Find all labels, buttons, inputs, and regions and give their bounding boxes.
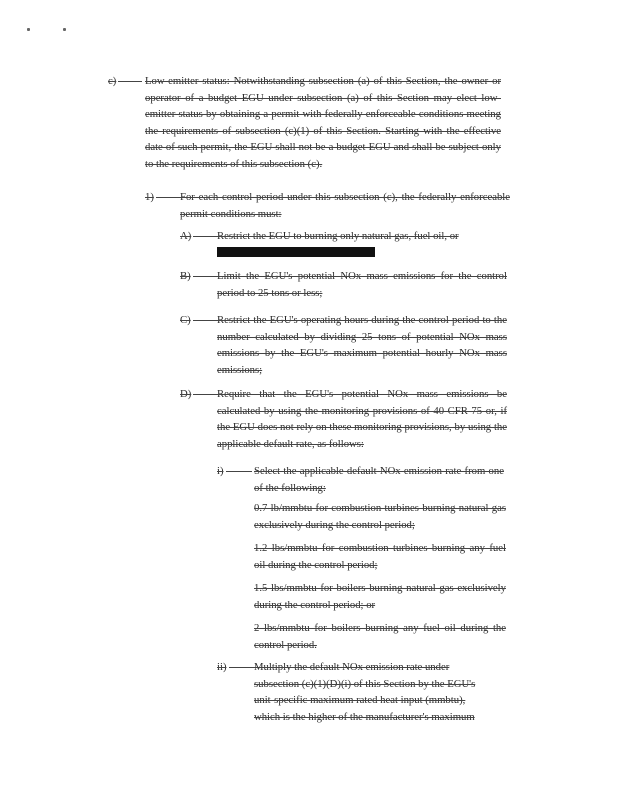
- item-d-text: Require that the EGU's potential NOx mass emissions be calculated by using the monitoring provisions of 40 CFR 75 or, if the EGU does not rely on these monitoring provisions, by using the applicable default rate, as follows:: [217, 388, 507, 450]
- default-rate-option: 1.5 lbs/mmbtu for boilers burning natural gas exclusively during the control period; or: [254, 582, 506, 611]
- default-rate-option: 1.2 lbs/mmbtu for combustion turbines burning any fuel oil during the control period;: [254, 542, 506, 571]
- item-ii-line: which is the higher of the manufacturer's maximum: [254, 710, 475, 723]
- default-rate-option: 0.7 lb/mmbtu for combustion turbines burning natural gas exclusively during the control period;: [254, 502, 506, 531]
- item-a-line: Restrict the EGU to burning only natural gas, fuel oil, or: [217, 230, 459, 242]
- item-ii-line: Multiply the default NOx emission rate under: [254, 661, 450, 673]
- scan-mark: [63, 28, 66, 31]
- item-a-redacted-line: [217, 245, 507, 262]
- item-b-label: B): [180, 268, 217, 285]
- item-a-text: [217, 228, 507, 261]
- item-ii-label: ii): [217, 659, 255, 676]
- item-ii-line: subsection (c)(1)(D)(i) of this Section by the EGU's: [254, 677, 476, 690]
- item-ii-line: unit-specific maximum rated heat input (mmbtu),: [254, 694, 466, 706]
- item-1-label: 1): [145, 189, 180, 206]
- redaction-bar: [217, 247, 375, 257]
- item-a-label: A): [180, 228, 217, 245]
- item-1-text: For each control period under this subsection (c), the federally enforceable permit conditions must:: [180, 191, 510, 220]
- item-c-label: C): [180, 312, 217, 329]
- item-d-label: D): [180, 386, 217, 403]
- item-i-text: Select the applicable default NOx emission rate from one of the following:: [254, 465, 504, 494]
- section-c-label: c): [108, 73, 142, 90]
- section-c-text: Low-emitter status: Notwithstanding subsection (a) of this Section, the owner or operator of a budget EGU under subsection (a) of this Section may elect low-emitter status by obtaining a permit with federally enforceable conditions meeting the requirements of subsection (c)(1) of this Section. Starting with the effective date of such permit, the EGU shall not be a budget EGU and shall be subject only to the requirements of this subsection (c).: [145, 75, 501, 170]
- item-ii-text: [254, 659, 508, 725]
- item-b-text: Limit the EGU's potential NOx mass emissions for the control period to 25 tons or less;: [217, 270, 507, 299]
- default-rate-option: 2 lbs/mmbtu for boilers burning any fuel oil during the control period.: [254, 622, 506, 651]
- item-c-text: Restrict the EGU's operating hours during the control period to the number calculated by dividing 25 tons of potential NOx mass emissions by the EGU's maximum potential hourly NOx mass emissions;: [217, 314, 507, 376]
- scan-mark: [27, 28, 30, 31]
- item-i-label: i): [217, 463, 252, 480]
